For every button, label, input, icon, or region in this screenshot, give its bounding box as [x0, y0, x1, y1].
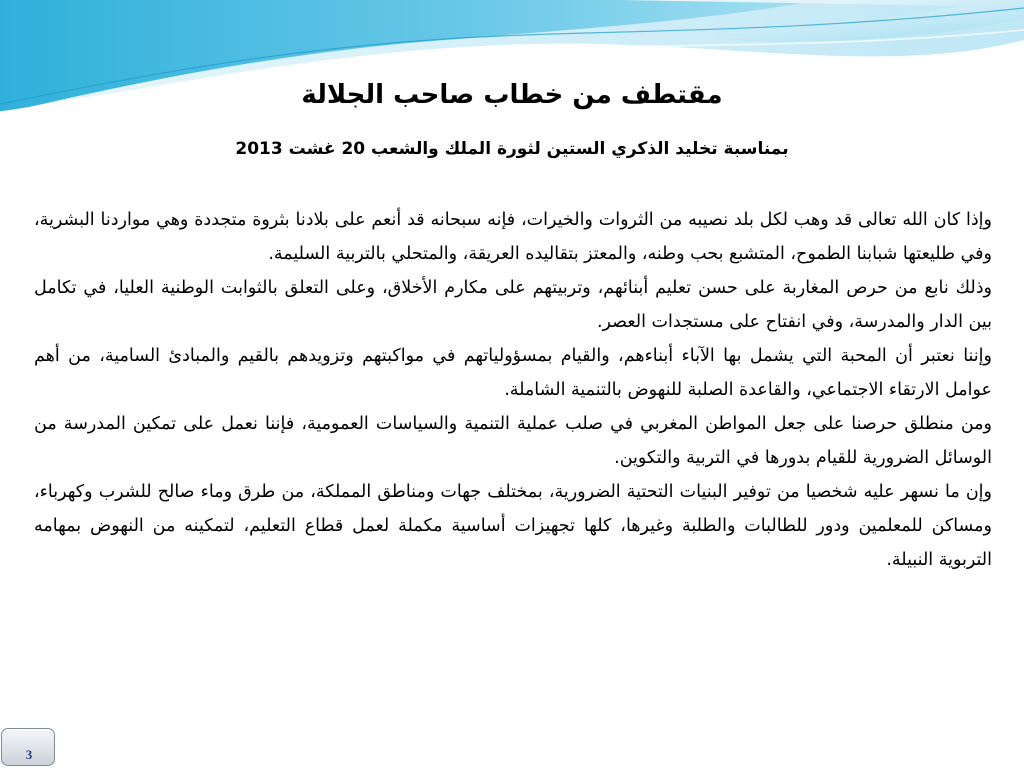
speech-excerpt-body [34, 203, 992, 577]
page-number-badge [1, 728, 55, 766]
paragraph-1: وإذا كان الله تعالى قد وهب لكل بلد نصيبه من الثروات والخيرات، فإنه سبحانه قد أنعم على بلادنا بثروة متجددة وهي مواردنا البشرية، وفي طليعتها شبابنا الطموح، المتشبع بحب وطنه، والمعتز بتقاليده العريقة، والمتحلي بالتربية السليمة. [34, 210, 992, 264]
slide-subtitle: بمناسبة تخليد الذكري الستين لثورة الملك والشعب 20 غشت 2013 [235, 139, 789, 159]
slide-title: مقتطف من خطاب صاحب الجلالة [301, 80, 723, 110]
paragraph-2: وذلك نابع من حرص المغاربة على حسن تعليم أبنائهم، وتربيتهم على مكارم الأخلاق، وعلى التعلق بالثوابت الوطنية العليا، في تكامل بين الدار والمدرسة، وفي انفتاح على مستجدات العصر. [34, 278, 992, 332]
paragraph-3: وإننا نعتبر أن المحبة التي يشمل بها الآباء أبناءهم، والقيام بمسؤولياتهم في مواكبتهم وتزويدهم بالقيم والمبادئ السامية، من أهم عوامل الارتقاء الاجتماعي، والقاعدة الصلبة للنهوض بالتنمية الشاملة. [34, 346, 992, 400]
paragraph-4: ومن منطلق حرصنا على جعل المواطن المغربي في صلب عملية التنمية والسياسات العمومية، فإننا نعمل على تمكين المدرسة من الوسائل الضرورية للقيام بدورها في التربية والتكوين. [34, 414, 992, 468]
page-number: 3 [25, 747, 33, 762]
paragraph-5: وإن ما نسهر عليه شخصيا من توفير البنيات التحتية الضرورية، بمختلف جهات ومناطق المملكة، من طرق وماء صالح للشرب وكهرباء، ومساكن للمعلمين ودور للطالبات والطلبة وغيرها، كلها تجهيزات أساسية مكملة لعمل قطاع التعليم، لتمكينه من النهوض بمهامه التربوية النبيلة. [34, 482, 992, 570]
